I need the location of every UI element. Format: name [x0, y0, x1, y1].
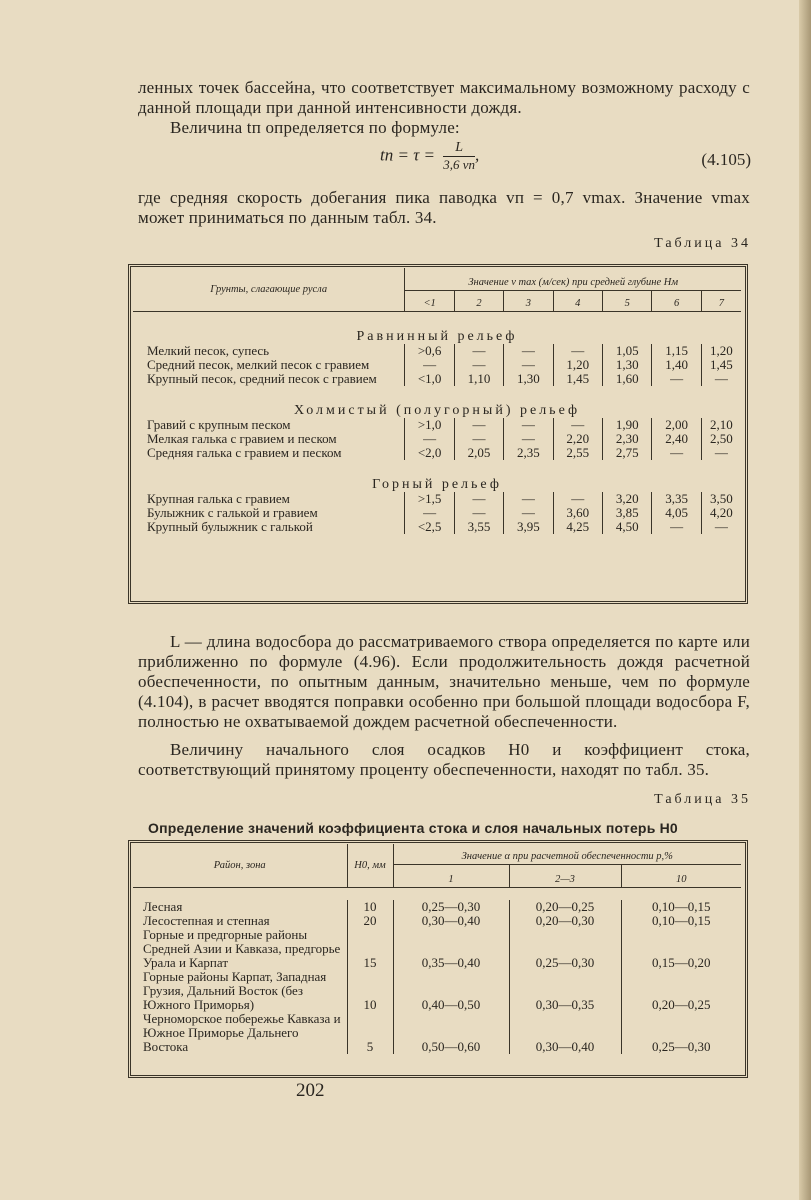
table-34-cell: —: [504, 492, 553, 506]
table-35-cell: 0,30—0,40: [393, 914, 509, 928]
table-34-cell: 1,05: [603, 344, 652, 358]
book-spine: [799, 0, 811, 1200]
table-34-row-label: Средняя галька с гравием и песком: [147, 445, 342, 460]
table-35-h0-cell: 15: [347, 928, 393, 970]
table-34-cell: 3,55: [454, 520, 503, 534]
table-34-header-values: Значение v max (м/сек) при средней глубине Нм: [405, 268, 741, 291]
table-35-header-region: Район, зона: [133, 844, 347, 888]
paragraph-1: ленных точек бассейна, что соответствует максимальному возможному расходу с данной площади при данной интенсивности дождя.: [138, 78, 750, 117]
table-34-cell: —: [454, 432, 503, 446]
table-34-cell: —: [504, 358, 553, 372]
table-34-cell: >0,6: [405, 344, 454, 358]
table-34-cell: 4,20: [701, 506, 741, 520]
table-34-cell: 2,50: [701, 432, 741, 446]
table-34-header-group: Грунты, слагающие русла: [133, 268, 405, 312]
table-34-cell: —: [652, 446, 701, 460]
table-row: [133, 432, 741, 446]
table-34-cell: >1,5: [405, 492, 454, 506]
table-34-row-label: Крупный булыжник с галькой: [147, 519, 313, 534]
table-34-cell: —: [454, 358, 503, 372]
table-34-cell: 1,40: [652, 358, 701, 372]
table-34-cell: 2,40: [652, 432, 701, 446]
table-34-cell: 1,90: [603, 418, 652, 432]
table-35-row-label: Лесная: [143, 898, 183, 914]
table-34-cell: <2,5: [405, 520, 454, 534]
table-35-cell: 0,50—0,60: [393, 1012, 509, 1054]
paragraph-2: Величина tп определяется по формуле:: [170, 118, 460, 137]
table-34-depth-header: 5: [603, 291, 652, 312]
table-34-cell: —: [553, 418, 602, 432]
table-35-spacer: [133, 888, 741, 900]
table-row: [133, 520, 741, 534]
table-35-cell: 0,20—0,25: [509, 900, 621, 914]
table-34-row-label: Крупная галька с гравием: [147, 491, 290, 506]
table-34-cell: >1,0: [405, 418, 454, 432]
table-35-cell: 0,25—0,30: [509, 928, 621, 970]
table-34-cell: —: [504, 344, 553, 358]
page-number: 202: [296, 1080, 325, 1101]
table-34-cell: —: [504, 418, 553, 432]
table-34-cell: —: [405, 432, 454, 446]
table-35-cell: 0,15—0,20: [621, 928, 741, 970]
table-34-cell: —: [454, 418, 503, 432]
table-34-cell: —: [553, 344, 602, 358]
formula-4-105: tп = τ = $\frac{L}{3,6 vп}$ ,: [380, 140, 480, 172]
table-34-cell: —: [652, 520, 701, 534]
table-34-section-row: [133, 386, 741, 418]
table-row: [133, 344, 741, 358]
table-34-header-row: [133, 268, 741, 291]
table-34-row-label: Крупный песок, средний песок с гравием: [147, 371, 377, 386]
table-34-cell: 1,45: [701, 358, 741, 372]
table-34-depth-header: 3: [504, 291, 553, 312]
table-34-cell: 2,20: [553, 432, 602, 446]
table-35-cell: 0,35—0,40: [393, 928, 509, 970]
table-34-cell: 3,20: [603, 492, 652, 506]
table-row: [133, 1012, 741, 1054]
table-35-header-row: [133, 844, 741, 865]
table-34-depth-header: <1: [405, 291, 454, 312]
table-35-header-values: Значение α при расчетной обеспеченности p,%: [393, 844, 741, 865]
table-34-cell: 1,10: [454, 372, 503, 386]
table-34-cell: —: [454, 506, 503, 520]
table-35-h0-cell: 10: [347, 900, 393, 914]
table-35-caption: Таблица 35: [654, 792, 751, 807]
table-34-row-label: Мелкий песок, супесь: [147, 343, 270, 358]
table-34-cell: <2,0: [405, 446, 454, 460]
table-34-section-title: Равнинный рельеф: [356, 329, 518, 344]
table-35-h0-cell: 20: [347, 914, 393, 928]
table-34-row-label: Средний песок, мелкий песок с гравием: [147, 357, 370, 372]
table-35-percent-header: 10: [621, 865, 741, 888]
table-34-row-label: Гравий с крупным песком: [147, 417, 291, 432]
table-34-cell: 1,15: [652, 344, 701, 358]
table-35-cell: 0,20—0,25: [621, 970, 741, 1012]
table-row: [133, 914, 741, 928]
table-34-cell: —: [454, 344, 503, 358]
table-35-h0-cell: 5: [347, 1012, 393, 1054]
table-34-cell: —: [454, 492, 503, 506]
table-row: [133, 506, 741, 520]
table-row: [133, 970, 741, 1012]
paragraph-5: Величину начального слоя осадков H0 и коэффициент стока, соответствующий принятому проценту обеспеченности, находят по табл. 35.: [138, 740, 750, 779]
table-34-cell: 2,35: [504, 446, 553, 460]
table-row: [133, 418, 741, 432]
table-35-cell: 0,30—0,40: [509, 1012, 621, 1054]
table-34-cell: 4,05: [652, 506, 701, 520]
table-34-cell: <1,0: [405, 372, 454, 386]
table-34-cell: 4,25: [553, 520, 602, 534]
table-35-h0-cell: 10: [347, 970, 393, 1012]
table-row: [133, 928, 741, 970]
table-34-cell: 1,20: [553, 358, 602, 372]
table-34-depth-header: 2: [454, 291, 503, 312]
table-34-depth-header: 4: [553, 291, 602, 312]
table-35-cell: 0,25—0,30: [393, 900, 509, 914]
table-34-cell: —: [701, 446, 741, 460]
table-34-cell: —: [701, 520, 741, 534]
paragraph-4: L — длина водосбора до рассматриваемого створа определяется по карте или приближенно по формуле (4.96). Если продолжительность дождя расчетной обеспеченности, по опытным данным, значительно меньше, чем по формуле (4.104), в расчет вводятся поправки особенно при большой площади водосбора F, полностью не охватываемой дождем расчетной обеспеченности.: [138, 632, 750, 731]
table-34-section-row: [133, 312, 741, 345]
table-34-cell: 2,10: [701, 418, 741, 432]
table-34-cell: 4,50: [603, 520, 652, 534]
table-34-cell: 2,55: [553, 446, 602, 460]
table-34-cell: 3,35: [652, 492, 701, 506]
table-34-cell: 3,50: [701, 492, 741, 506]
table-34-cell: 1,20: [701, 344, 741, 358]
table-34-cell: 1,45: [553, 372, 602, 386]
table-34-depth-header: 6: [652, 291, 701, 312]
table-row: [133, 900, 741, 914]
table-35-row-label: Черноморское побережье Кавказа и Южное Приморье Дальнего Востока: [143, 1010, 341, 1054]
table-34-depth-header: 7: [701, 291, 741, 312]
table-34-row-label: Мелкая галька с гравием и песком: [147, 431, 337, 446]
table-34-cell: —: [553, 492, 602, 506]
table-35-percent-header: 1: [393, 865, 509, 888]
table-35-cell: 0,30—0,35: [509, 970, 621, 1012]
paragraph-3: где средняя скорость добегания пика паводка vп = 0,7 vmax. Значение vmax может приниматься по данным табл. 34.: [138, 188, 750, 227]
table-35-row-label: Лесостепная и степная: [143, 912, 270, 928]
table-35-cell: 0,25—0,30: [621, 1012, 741, 1054]
table-34: [133, 268, 741, 534]
table-34-cell: —: [701, 372, 741, 386]
table-row: [133, 446, 741, 460]
table-34-cell: 3,95: [504, 520, 553, 534]
table-34-cell: —: [652, 372, 701, 386]
table-34-cell: 1,30: [504, 372, 553, 386]
table-34-row-label: Булыжник с галькой и гравием: [147, 505, 318, 520]
table-row: [133, 372, 741, 386]
table-35-cell: 0,10—0,15: [621, 914, 741, 928]
table-35-cell: 0,40—0,50: [393, 970, 509, 1012]
table-row: [133, 492, 741, 506]
table-34-cell: 2,75: [603, 446, 652, 460]
table-34-cell: —: [405, 358, 454, 372]
table-34-cell: 3,85: [603, 506, 652, 520]
table-34-cell: 2,00: [652, 418, 701, 432]
table-34-caption: Таблица 34: [654, 236, 751, 251]
table-35-row-label: Горные районы Карпат, Западная Грузия, Дальний Восток (без Южного Приморья): [143, 968, 327, 1012]
equation-number: (4.105): [701, 150, 751, 169]
table-34-cell: 2,05: [454, 446, 503, 460]
table-34-cell: 3,60: [553, 506, 602, 520]
table-35-cell: 0,20—0,30: [509, 914, 621, 928]
table-35-row-label: Горные и предгорные районы Средней Азии и Кавказа, предгорье Урала и Карпат: [143, 926, 341, 970]
table-row: [133, 358, 741, 372]
table-34-section-title: Холмистый (полугорный) рельеф: [293, 403, 581, 418]
table-35-title: Определение значений коэффициента стока и слоя начальных потерь H0: [148, 820, 678, 836]
table-34-cell: —: [405, 506, 454, 520]
table-34-section-title: Горный рельеф: [372, 477, 502, 492]
table-34-cell: 1,30: [603, 358, 652, 372]
table-35-header-h0: H0, мм: [347, 844, 393, 888]
table-34-cell: 1,60: [603, 372, 652, 386]
table-34-cell: —: [504, 432, 553, 446]
table-35-cell: 0,10—0,15: [621, 900, 741, 914]
table-35: [133, 844, 741, 1054]
table-34-section-row: [133, 460, 741, 492]
table-35-percent-header: 2—3: [509, 865, 621, 888]
table-34-cell: —: [504, 506, 553, 520]
table-34-cell: 2,30: [603, 432, 652, 446]
formula-fraction: $\frac{L}{3,6 vп}$: [443, 140, 476, 172]
